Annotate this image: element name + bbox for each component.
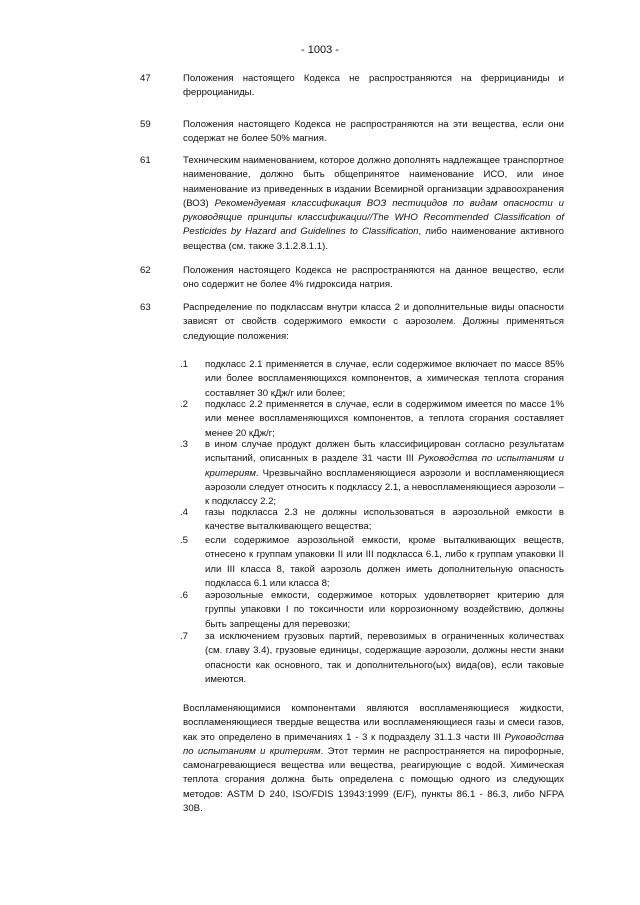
sub-item-label: .2 — [180, 399, 189, 410]
sub-item-text — [205, 398, 564, 441]
text-segment: Распределение по подклассам внутри класса 2 и дополнительные виды опасности зависят от свойств содержимого емкости с аэрозолем. Должны применяться следующие положения: — [183, 302, 564, 342]
sub-item-label: .7 — [180, 631, 189, 642]
text-segment: Положения настоящего Кодекса не распространяются на эти вещества, если они содержат не более 50% магния. — [183, 119, 564, 145]
provision-number: 47 — [140, 73, 151, 84]
sub-item-text — [205, 630, 564, 687]
provision-number: 62 — [140, 265, 151, 276]
text-segment: Техническим наименованием, которое должно дополнять надлежащее транспортное наименование, должно быть общепринятое наименование ИСО, или иное наименование из приведенных в издании Всемирной организации здравоохранения (ВОЗ) — [183, 155, 564, 209]
text-segment: . Чрезвычайно воспламеняющиеся аэрозоли и воспламеняющиеся аэрозоли следует относить к подклассу 2.1, а невоспламеняющиеся аэрозоли – к подклассу 2.2; — [205, 467, 564, 508]
text-segment: Воспламеняющимися компонентами являются воспламеняющиеся жидкости, воспламеняющиеся твердые вещества или воспламеняющиеся газы и смеси газов, как это определено в примечаниях 1 - 3 к подразделу 31.1.3 части III — [183, 703, 564, 743]
provision-text — [183, 72, 564, 101]
sub-item-text — [205, 506, 564, 535]
text-segment: в ином случае продукт должен быть классифицирован согласно результатам испытаний, описанных в разделе 31 части III — [205, 439, 564, 465]
provision-number: 59 — [140, 119, 151, 130]
page-number: - 1003 - — [301, 44, 339, 56]
provision-number: 61 — [140, 155, 151, 166]
sub-item-text — [205, 534, 564, 591]
closing-paragraph — [183, 702, 564, 816]
sub-item-label: .6 — [180, 590, 189, 601]
text-segment: , либо наименование активного вещества (см. также 3.1.2.8.1.1). — [183, 226, 564, 252]
sub-item-label: .5 — [180, 535, 189, 546]
sub-item-text — [205, 438, 564, 509]
text-segment: аэрозольные емкости, содержимое которых удовлетворяет критерию для группы упаковки I по токсичности или коррозионному воздействию, должны быть запрещены для перевозки; — [205, 590, 564, 630]
sub-item-label: .3 — [180, 439, 189, 450]
text-segment: Положения настоящего Кодекса не распространяются на феррицианиды и ферроцианиды. — [183, 73, 564, 99]
text-segment: газы подкласса 2.3 не должны использоваться в аэрозольной емкости в качестве выталкивающего вещества; — [205, 507, 564, 533]
text-segment: если содержимое аэрозольной емкости, кроме выталкивающих веществ, отнесено к группам упаковки II или III подкласса 6.1, либо к группам упаковки II или III класса 8, такой аэрозоль должен иметь дополнительную опасность подкласса 6.1 или класса 8; — [205, 535, 564, 589]
sub-item-text — [205, 589, 564, 632]
provision-text — [183, 154, 564, 254]
text-segment: Положения настоящего Кодекса не распространяются на данное вещество, если оно содержит не более 4% гидроксида натрия. — [183, 265, 564, 291]
text-segment: подкласс 2.1 применяется в случае, если содержимое включает по массе 85% или более воспламеняющихся компонентов, а химическая теплота сгорания составляет 30 кДж/г или более; — [205, 359, 564, 399]
text-segment: . Этот термин не распространяется на пирофорные, самонагревающиеся вещества или вещества, реагирующие с водой. Химическая теплота сгорания должна быть определена с помощью одного из следующих методов: ASTM D 240, ISO/FDIS 13943:1999 (E/F), пункты 86.1 - 86.3, либо NFPA 30B. — [183, 745, 564, 815]
provision-text — [183, 118, 564, 147]
sub-item-label: .4 — [180, 507, 189, 518]
provision-number: 63 — [140, 302, 151, 313]
provision-text — [183, 264, 564, 293]
sub-item-text — [205, 358, 564, 401]
provision-text — [183, 301, 564, 344]
sub-item-label: .1 — [180, 359, 189, 370]
italic-reference: Руководства по испытаниям и критериям — [183, 731, 564, 757]
italic-reference: Рекомендуемая классификация ВОЗ пестицидов по видам опасности и руководящие принципы классификации//The WHO Recommended Classification of Pesticides by Hazard and Guidelines to Classification — [183, 197, 564, 238]
italic-reference: Руководства по испытаниям и критериям — [205, 453, 564, 479]
text-segment: за исключением грузовых партий, перевозимых в ограниченных количествах (см. главу 3.4), грузовые единицы, содержащие аэрозоли, должны нести знаки опасности как основного, так и дополнительного(ых) вида(ов), если таковые имеются. — [205, 631, 564, 685]
text-segment: подкласс 2.2 применяется в случае, если в содержимом имеется по массе 1% или менее воспламеняющихся компонентов, а теплота сгорания составляет менее 20 кДж/г; — [205, 399, 564, 439]
